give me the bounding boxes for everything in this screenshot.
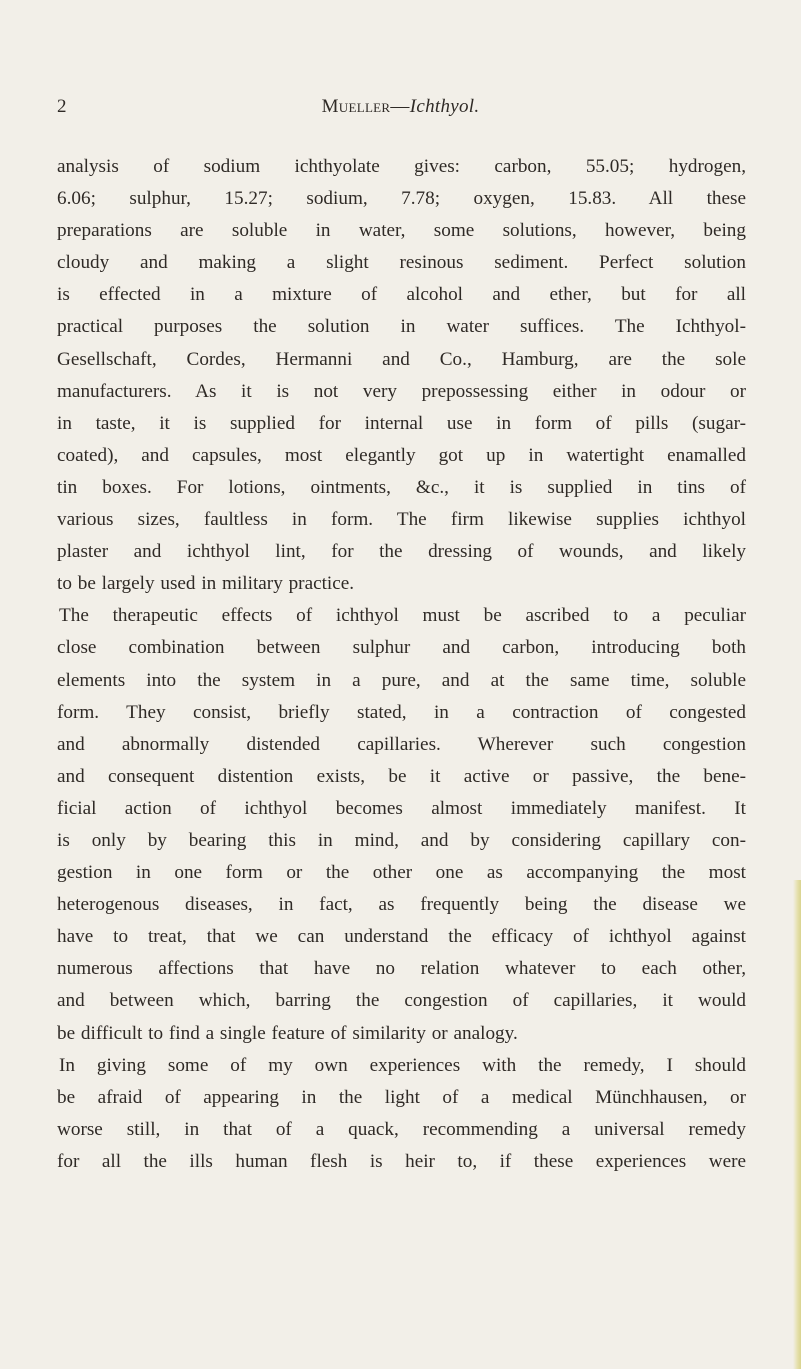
text-line: in taste, it is supplied for internal use in form of pills (sugar- [57,412,746,434]
running-head-author: Mueller [321,96,391,117]
page-number: 2 [57,96,67,117]
text-line: ficial action of ichthyol becomes almost immediately manifest. It [57,797,746,819]
text-line-paragraph-end: to be largely used in military practice. [57,573,355,595]
text-line: and consequent distention exists, be it active or passive, the bene- [57,765,746,787]
text-line: elements into the system in a pure, and at the same time, soluble [57,669,746,691]
text-line: practical purposes the solution in water suffices. The Ichthyol- [57,316,746,338]
text-line: analysis of sodium ichthyolate gives: carbon, 55.05; hydrogen, [57,156,746,177]
text-line: preparations are soluble in water, some solutions, however, being [57,220,746,242]
page-header [0,96,801,126]
text-line: gestion in one form or the other one as accompanying the most [57,862,746,884]
page-edge-shadow [793,880,801,1369]
text-line-paragraph-end: be difficult to find a single feature of similarity or analogy. [57,1022,518,1044]
text-line: coated), and capsules, most elegantly got up in watertight enamalled [57,444,746,466]
text-line: plaster and ichthyol lint, for the dressing of wounds, and likely [57,541,746,563]
text-line-paragraph-start: In giving some of my own experiences with the remedy, I should [59,1054,746,1076]
text-line: manufacturers. As it is not very prepossessing either in odour or [57,380,746,402]
text-line: 6.06; sulphur, 15.27; sodium, 7.78; oxygen, 15.83. All these [57,188,746,210]
body-text [57,151,746,1178]
text-line: and between which, barring the congestion of capillaries, it would [57,990,746,1012]
running-head-separator: — [390,96,410,117]
text-line: have to treat, that we can understand the efficacy of ichthyol against [57,926,746,948]
text-line: numerous affections that have no relation whatever to each other, [57,958,746,980]
text-line: tin boxes. For lotions, ointments, &c., it is supplied in tins of [57,476,746,498]
text-line-paragraph-start: The therapeutic effects of ichthyol must be ascribed to a peculiar [59,605,746,627]
running-head [0,96,801,118]
text-line: Gesellschaft, Cordes, Hermanni and Co., Hamburg, are the sole [57,348,746,370]
text-line: for all the ills human flesh is heir to, if these experiences were [57,1150,746,1172]
text-line: and abnormally distended capillaries. Wherever such congestion [57,733,746,755]
text-line: various sizes, faultless in form. The firm likewise supplies ichthyol [57,509,746,531]
text-line: be afraid of appearing in the light of a medical Münchhausen, or [57,1086,746,1108]
text-line: worse still, in that of a quack, recommending a universal remedy [57,1118,746,1140]
text-line: close combination between sulphur and carbon, introducing both [57,637,746,659]
text-line: is effected in a mixture of alcohol and ether, but for all [57,284,746,306]
text-line: heterogenous diseases, in fact, as frequently being the disease we [57,894,746,916]
running-head-title: Ichthyol. [409,96,480,117]
text-line: form. They consist, briefly stated, in a contraction of congested [57,701,746,723]
text-line: cloudy and making a slight resinous sediment. Perfect solution [57,252,746,274]
text-line: is only by bearing this in mind, and by considering capillary con- [57,829,746,851]
